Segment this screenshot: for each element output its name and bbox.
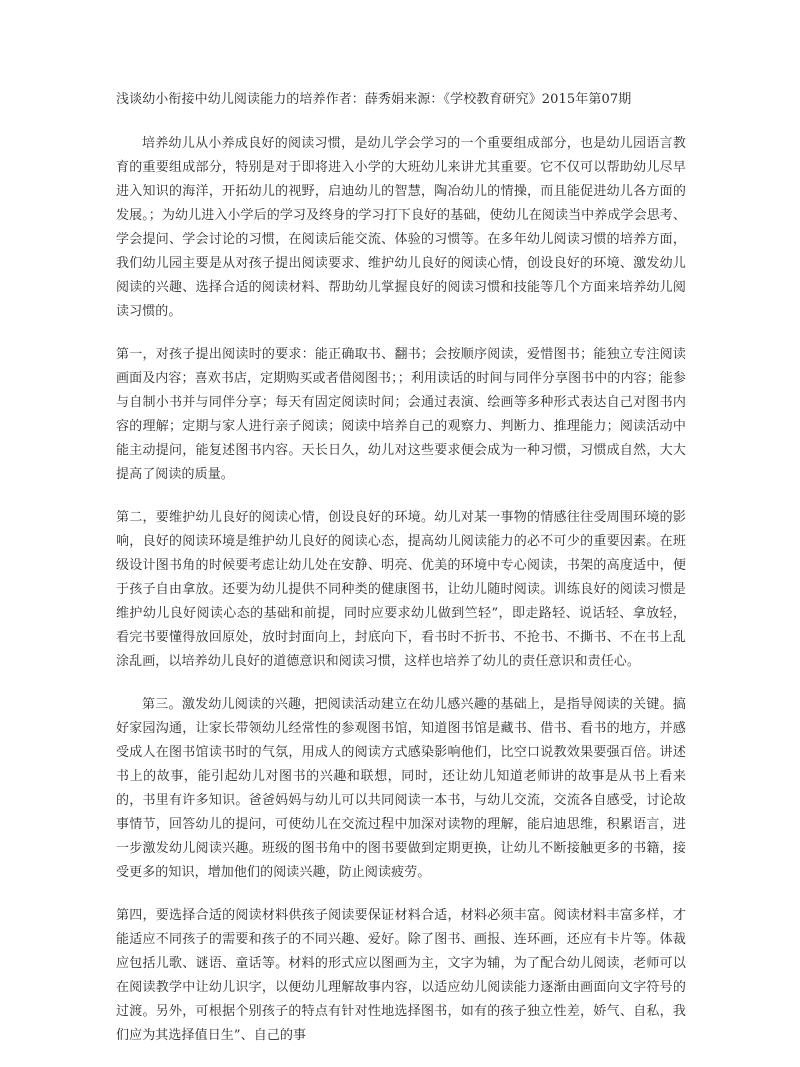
paragraph-second: 第二，要维护幼儿良好的阅读心情，创设良好的环境。幼儿对某一事物的情感往往受周围环境的影响，良好的阅读环境是维护幼儿良好的阅读心态，提高幼儿阅读能力的必不可少的重要因素。在班级设计图书角的时候要考虑让幼儿处在安静、明亮、优美的环境中专心阅读，书架的高度适中，便于孩子自由拿放。还要为幼儿提供不同种类的健康图书，让幼儿随时阅读。训练良好的阅读习惯是维护幼儿良好阅读心态的基础和前提，同时应要求幼儿做到竺轻”，即走路轻、说话轻、拿放轻，看完书要懂得放回原处，放时封面向上，封底向下，看书时不折书、不抢书、不撕书、不在书上乱涂乱画，以培养幼儿良好的道德意识和阅读习惯，这样也培养了幼儿的责任意识和责任心。 [116,510,686,669]
paragraph-first: 第一，对孩子提出阅读时的要求：能正确取书、翻书；会按顺序阅读，爱惜图书；能独立专注阅读画面及内容；喜欢书店，定期购买或者借阅图书；；利用读话的时间与同伴分享图书中的内容；能参与自制小书并与同伴分享；每天有固定阅读时间；会通过表演、绘画等多种形式表达自己对图书内容的理解；定期与家人进行亲子阅读；阅读中培养自己的观察力、判断力、推理能力；阅读活动中能主动提问，能复述图书内容。天长日久，幼儿对这些要求便会成为一种习惯，习惯成自然，大大提高了阅读的质量。 [116,347,686,482]
article-header: 浅谈幼小衔接中幼儿阅读能力的培养作者：薛秀娟来源：《学校教育研究》2015年第07期 [116,92,632,107]
paragraph-intro: 培养幼儿从小养成良好的阅读习惯，是幼儿学会学习的一个重要组成部分，也是幼儿园语言教育的重要组成部分，特别是对于即将进入小学的大班幼儿来讲尤其重要。它不仅可以帮助幼儿尽早进入知识的海洋，开拓幼儿的视野，启迪幼儿的智慧，陶冶幼儿的情操，而且能促进幼儿各方面的发展。；为幼儿进入小学后的学习及终身的学习打下良好的基础，使幼儿在阅读当中养成学会思考、学会提问、学会讨论的习惯，在阅读后能交流、体验的习惯等。在多年幼儿阅读习惯的培养方面，我们幼儿园主要是从对孩子提出阅读要求、维护幼儿良好的阅读心情，创设良好的环境、激发幼儿阅读的兴趣、选择合适的阅读材料、帮助幼儿掌握良好的阅读习惯和技能等几个方面来培养幼儿阅读习惯的。 [116,136,686,319]
paragraph-third: 第三。激发幼儿阅读的兴趣，把阅读活动建立在幼儿感兴趣的基础上，是指导阅读的关键。搞好家园沟通，让家长带领幼儿经常性的参观图书馆，知道图书馆是藏书、借书、看书的地方，并感受成人在图书馆读书时的气氛，用成人的阅读方式感染影响他们，比空口说教效果要强百倍。讲述书上的故事，能引起幼儿对图书的兴趣和联想，同时，还让幼儿知道老师讲的故事是从书上看来的，书里有许多知识。爸爸妈妈与幼儿可以共同阅读一本书，与幼儿交流，交流各自感受，讨论故事情节，回答幼儿的提问，可使幼儿在交流过程中加深对读物的理解，能启迪思维，积累语言，进一步激发幼儿阅读兴趣。班级的图书角中的图书要做到定期更换，让幼儿不断接触更多的书籍，接受更多的知识，增加他们的阅读兴趣，防止阅读疲劳。 [116,697,686,880]
document-page [116,90,686,1067]
paragraph-fourth: 第四，要选择合适的阅读材料供孩子阅读要保证材料合适，材料必须丰富。阅读材料丰富多样，才能适应不同孩子的需要和孩子的不同兴趣、爱好。除了图书、画报、连环画，还应有卡片等。体裁应包括儿歌、谜语、童话等。材料的形式应以图画为主，文字为辅，为了配合幼儿阅读，老师可以在阅读教学中让幼儿识字，以便幼儿理解故事内容，以适应幼儿阅读能力逐渐由画面向文字符号的过渡。另外，可根据个别孩子的特点有针对性地选择图书，如有的孩子独立性差，娇气、自私，我们应为其选择值日生”、自己的事 [116,908,686,1043]
